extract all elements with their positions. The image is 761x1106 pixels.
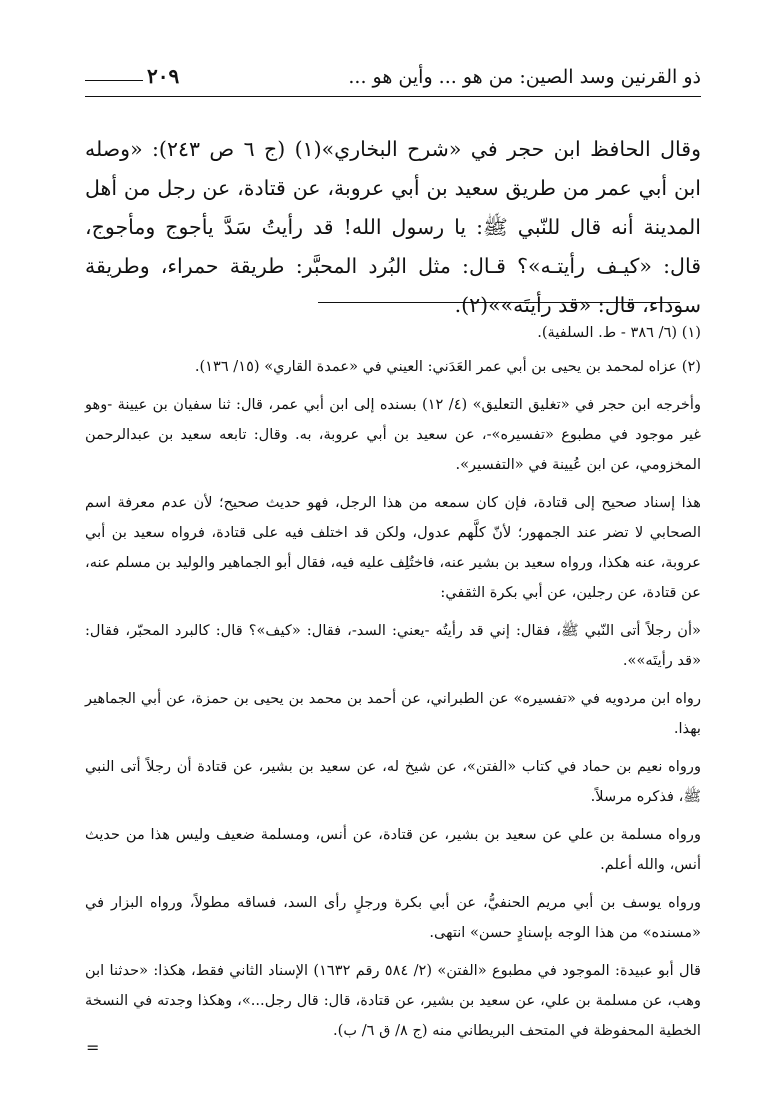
footnote-paragraph: ورواه مسلمة بن علي عن سعيد بن بشير، عن قتادة، عن أنس، ومسلمة ضعيف وليس هذا من حديث أنس، والله أعلم. bbox=[85, 826, 701, 873]
main-text bbox=[85, 130, 701, 325]
footnote-1: (١) (٦/ ٣٨٦ - ط. السلفية). bbox=[537, 324, 701, 341]
footnote-paragraph: وأخرجه ابن حجر في «تغليق التعليق» (٤/ ١٢) بسنده إلى ابن أبي عمر، قال: ثنا سفيان بن عيينة -وهو غير موجود في مطبوع «تفسيره»-، عن سعيد بن أبي عروبة، به. وقال: تابعه سعيد بن عبدالرحمن المخزومي، عن ابن عُيينة في «التفسير». bbox=[85, 396, 701, 473]
page-header bbox=[85, 66, 701, 98]
header-rule bbox=[85, 96, 701, 97]
footnotes bbox=[85, 318, 701, 1050]
page-number: ٢٠٩ bbox=[147, 64, 180, 88]
continuation-mark: = bbox=[86, 1038, 100, 1057]
footnote-2: (٢) عزاه لمحمد بن يحيى بن أبي عمر العَدَني: العيني في «عمدة القاري» (١٥/ ١٣٦). bbox=[194, 358, 701, 375]
footnote-separator bbox=[318, 302, 680, 303]
footnote-paragraph: رواه ابن مردويه في «تفسيره» عن الطبراني، عن أحمد بن محمد بن يحيى بن حمزة، عن أبي الجماهير بهذا. bbox=[85, 690, 701, 737]
footnote-paragraph: ورواه نعيم بن حماد في كتاب «الفتن»، عن شيخ له، عن سعيد بن بشير، عن قتادة أن رجلاً أتى النبي ﷺ، فذكره مرسلاً. bbox=[85, 758, 701, 805]
footnote-paragraph: «أن رجلاً أتى النّبي ﷺ، فقال: إني قد رأيتُه -يعني: السد-، فقال: «كيف»؟ قال: كالبرد المحبّر، فقال: «قد رأيتَه»». bbox=[85, 622, 701, 669]
header-dash bbox=[85, 80, 143, 81]
footnote-paragraph: هذا إسناد صحيح إلى قتادة، فإن كان سمعه من هذا الرجل، فهو حديث صحيح؛ لأن عدم معرفة اسم الصحابي لا تضر عند الجمهور؛ لأنّ كلَّهم عدول، ولكن قد اختلف فيه على قتادة، فرواه سعيد بن أبي عروبة، عنه هكذا، ورواه سعيد بن بشير عنه، فاختُلِف عليه فيه، فقال أبو الجماهير والوليد بن مسلم عنه، عن قتادة، عن رجلين، عن أبي بكرة الثقفي: bbox=[85, 494, 701, 601]
footnote-paragraph: قال أبو عبيدة: الموجود في مطبوع «الفتن» (٢/ ٥٨٤ رقم ١٦٣٢) الإسناد الثاني فقط، هكذا: «حدثنا ابن وهب، عن مسلمة بن علي، عن سعيد بن بشير، عن قتادة، قال: قال رجل...»، وهكذا وجدته في النسخة الخطية المحفوظة في المتحف البريطاني منه (ج ٨/ ق ٦/ ب). bbox=[85, 962, 701, 1039]
main-paragraph: وقال الحافظ ابن حجر في «شرح البخاري»(١) (ج ٦ ص ٢٤٣): «وصله ابن أبي عمر من طريق سعيد بن أبي عروبة، عن قتادة، عن رجل من أهل المدينة أنه قال للنّبي ﷺ: يا رسول الله! قد رأيتُ سَدَّ يأجوج ومأجوج، قال: «كيـف رأيتـه»؟ قـال: مثل البُرد المحبَّر: طريقة حمراء، وطريقة سوداء، قال: «قد رأيتَه»»(٢). bbox=[85, 137, 701, 317]
running-title: ذو القرنين وسد الصين: من هو ... وأين هو ... bbox=[348, 66, 701, 88]
footnote-paragraph: ورواه يوسف بن أبي مريم الحنفيُّ، عن أبي بكرة ورجلٍ رأى السد، فساقه مطولاً، ورواه البزار في «مسنده» من هذا الوجه بإسنادٍ حسن» انتهى. bbox=[85, 894, 701, 941]
